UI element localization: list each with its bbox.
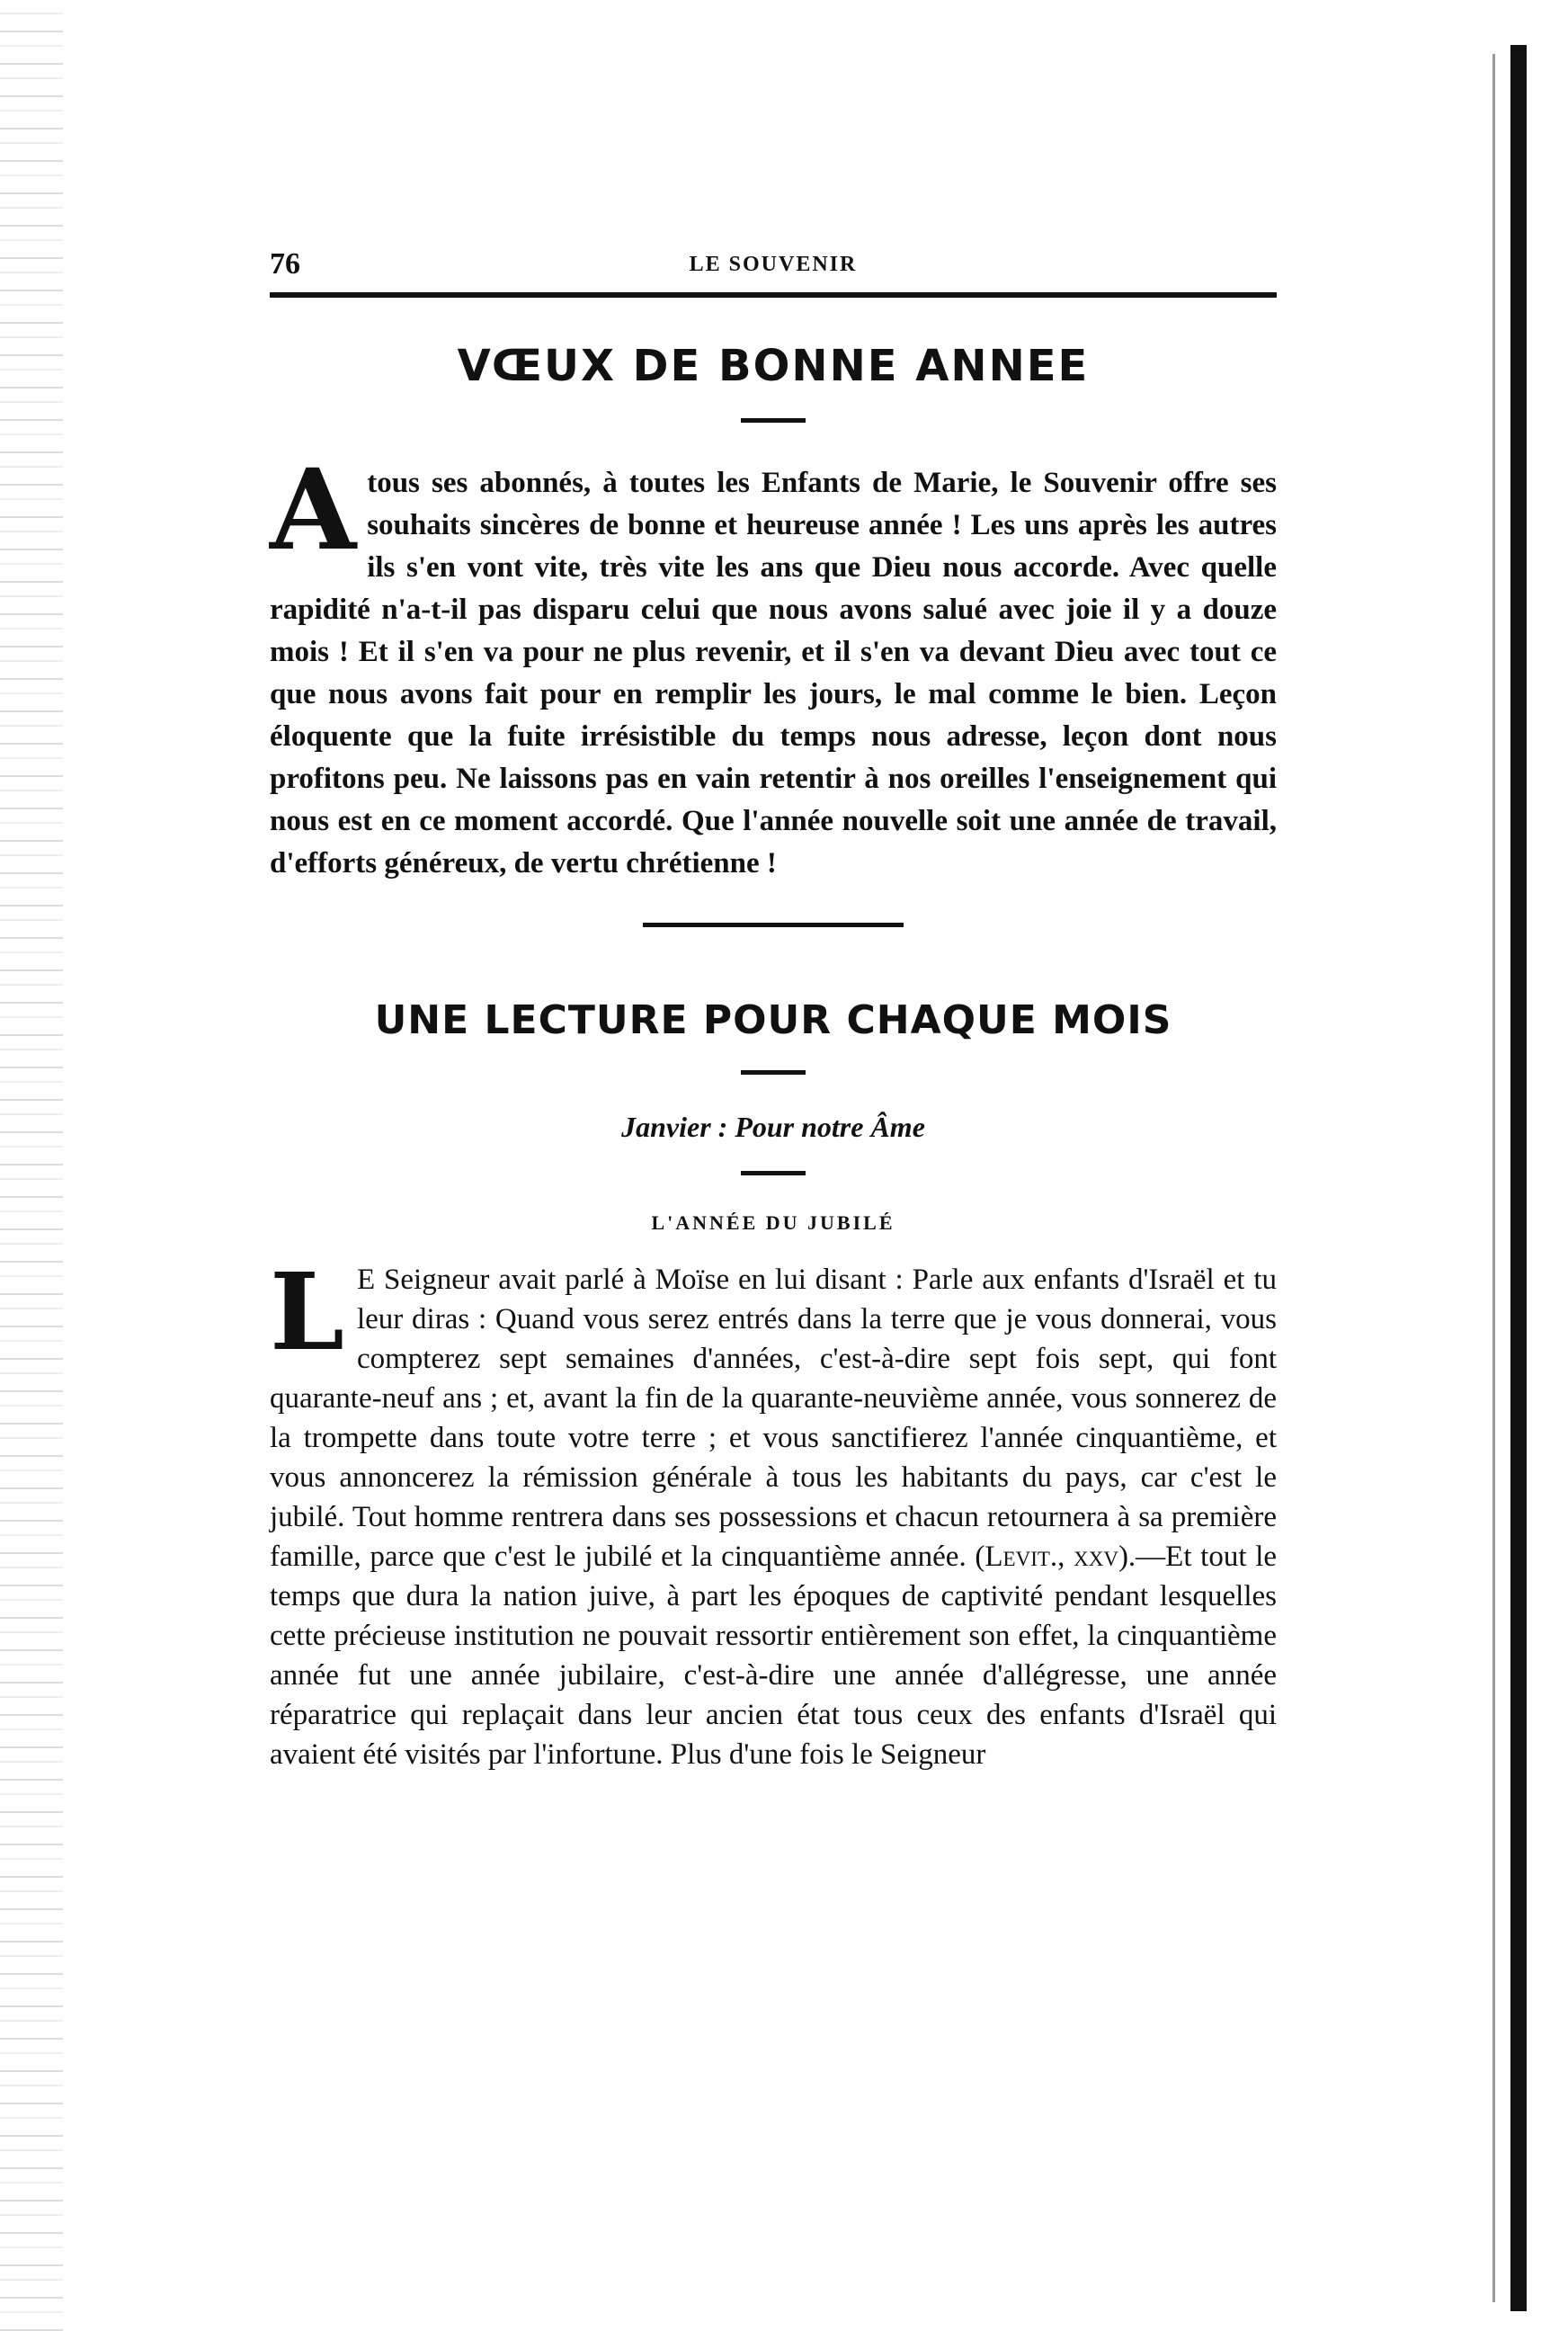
- article1-body: [270, 445, 1277, 885]
- article2-text-part1: E Seigneur avait parlé à Moïse en lui disant : Parle aux enfants d'Israël et tu leur diras : Quand vous serez entrés dans la terre que je vous donnerai, vous compterez sept semaines d'années, c'est-à-dire sept fois sept, qui font quarante-neuf ans ; et, avant la fin de la quarante-neuvième année, vous sonnerez de la trompette dans toute votre terre ; et vous sanctifierez l'année cinquantième, et vous annoncerez la rémission générale à tous les habitants du pays, car c'est le jubilé. Tout homme rentrera dans ses possessions et chacun retournera à sa première famille, parce que c'est le jubilé et la cinquantième année. (: [270, 1264, 1277, 1573]
- article1-title: VŒUX DE BONNE ANNEE: [457, 341, 1090, 391]
- article1-title-rule: [741, 418, 806, 423]
- article2-body: [270, 1249, 1278, 1774]
- article2-subtitle-rule: [741, 1171, 806, 1175]
- scan-right-border: [1510, 45, 1527, 2311]
- page-number: 76: [270, 247, 300, 281]
- page: [270, 247, 1277, 1774]
- article1-dropcap: A: [270, 445, 357, 576]
- article2-section-heading: L'ANNÉE DU JUBILÉ: [651, 1211, 895, 1234]
- article2-dropcap: L: [270, 1249, 344, 1374]
- header-rule: [270, 292, 1277, 298]
- running-title: LE SOUVENIR: [689, 253, 858, 276]
- article2-title: UNE LECTURE POUR CHAQUE MOIS: [374, 997, 1172, 1043]
- scan-page-gutter: [1492, 54, 1495, 2302]
- article1-text: tous ses abonnés, à toutes les Enfants de Marie, le Souvenir offre ses souhaits sincères de bonne et heureuse année ! Les uns après les autres ils s'en vont vite, très vite les ans que Dieu nous accorde. Avec quelle rapidité n'a-t-il pas disparu celui que nous avons salué avec joie il y a douze mois ! Et il s'en va pour ne plus revenir, et il s'en va devant Dieu avec tout ce que nous avons fait pour en remplir les jours, le mal comme le bien. Leçon éloquente que la fuite irrésistible du temps nous adresse, leçon dont nous profitons peu. Ne laissons pas en vain retentir à nos oreilles l'enseignement qui nous est en ce moment accordé. Que l'année nouvelle soit une année de travail, d'efforts généreux, de vertu chrétienne !: [270, 467, 1277, 880]
- running-head: [270, 247, 1277, 283]
- article2-subtitle: Janvier : Pour notre Âme: [621, 1111, 925, 1143]
- scan-left-edge: [0, 0, 63, 2331]
- article2-text-part2: ).—Et tout le temps que dura la nation juive, à part les époques de captivité pendant lesquelles cette précieuse institution ne pouvait ressortir entièrement son effet, la cinquantième année fut une année jubilaire, c'est-à-dire une année d'allégresse, une année réparatrice qui replaçait dans leur ancien état tous ceux des enfants d'Israël qui avaient été visités par l'infortune. Plus d'une fois le Seigneur: [270, 1541, 1278, 1771]
- section-divider: [643, 923, 904, 927]
- article2-title-rule: [741, 1070, 806, 1075]
- scripture-reference: Levit., xxv: [984, 1541, 1118, 1573]
